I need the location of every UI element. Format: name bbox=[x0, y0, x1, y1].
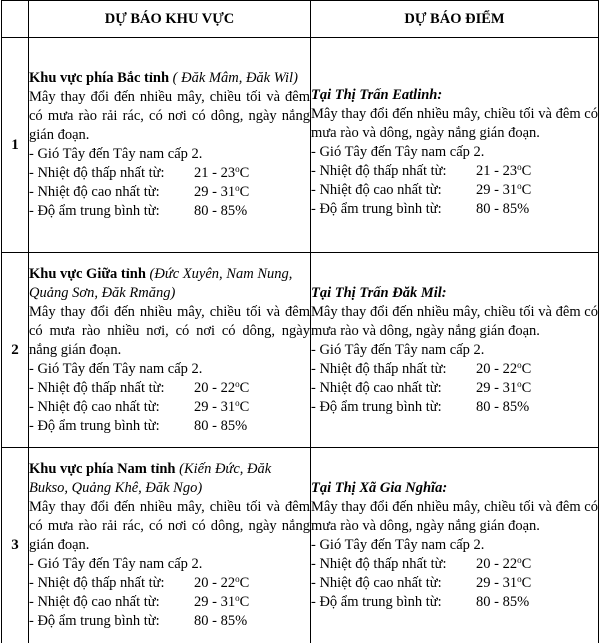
temp-min-label: - Nhiệt độ thấp nhất từ: bbox=[311, 360, 447, 377]
temp-min-value: 20 - 22$^o$C bbox=[194, 573, 250, 591]
humidity-line bbox=[29, 612, 310, 631]
humidity-value: 80 - 85% bbox=[194, 612, 248, 629]
humidity-value: 80 - 85% bbox=[476, 398, 530, 415]
temp-max-value: 29 - 31$^o$C bbox=[476, 378, 532, 396]
temp-max-label: - Nhiệt độ cao nhất từ: bbox=[29, 398, 160, 415]
temp-max-line bbox=[29, 183, 310, 202]
temp-min-label: - Nhiệt độ thấp nhất từ: bbox=[29, 165, 165, 181]
region-forecast-cell bbox=[29, 38, 311, 253]
temp-min-value: 20 - 22$^o$C bbox=[476, 554, 532, 572]
point-description: Mây thay đổi đến nhiều mây, chiều tối và đêm có mưa rào và dông, ngày nắng gián đoạn. bbox=[311, 105, 598, 141]
region-areas: (Kiến Đức, Đăk Bukso, Quảng Khê, Đăk Ngo) bbox=[29, 460, 272, 496]
temp-min-line bbox=[29, 379, 310, 398]
temp-max-line bbox=[311, 181, 598, 200]
forecast-table bbox=[1, 0, 599, 643]
temp-min-label: - Nhiệt độ thấp nhất từ: bbox=[29, 379, 165, 396]
temp-min-label: - Nhiệt độ thấp nhất từ: bbox=[311, 555, 447, 572]
wind-line: - Gió Tây đến Tây nam cấp 2. bbox=[29, 555, 203, 572]
temp-min-line bbox=[311, 162, 598, 181]
temp-min-line bbox=[311, 360, 598, 379]
temp-min-value: 21 - 23$^o$C bbox=[194, 164, 250, 181]
region-name: Khu vực Giữa tỉnh bbox=[29, 265, 146, 282]
temp-max-value: 29 - 31$^o$C bbox=[194, 397, 250, 415]
humidity-line bbox=[311, 593, 598, 612]
region-name: Khu vực phía Bắc tỉnh bbox=[29, 70, 170, 86]
wind-line: - Gió Tây đến Tây nam cấp 2. bbox=[29, 146, 203, 162]
region-description: Mây thay đổi đến nhiều mây, chiều tối và đêm có mưa rào rải rác, có nơi có dông, ngày nắng gián đoạn. bbox=[29, 498, 310, 553]
humidity-value: 80 - 85% bbox=[194, 203, 248, 219]
row-index: 3 bbox=[2, 448, 29, 643]
point-description: Mây thay đổi đến nhiều mây, chiều tối và đêm có mưa rào và dông, ngày nắng gián đoạn. bbox=[311, 498, 598, 534]
wind-line: - Gió Tây đến Tây nam cấp 2. bbox=[311, 341, 485, 358]
forecast-row bbox=[2, 38, 599, 253]
region-title bbox=[29, 460, 310, 498]
humidity-line bbox=[29, 417, 310, 436]
humidity-label: - Độ ẩm trung bình từ: bbox=[29, 612, 160, 629]
humidity-line bbox=[311, 200, 598, 219]
point-name: Tại Thị Xã Gia Nghĩa: bbox=[311, 479, 448, 496]
region-description: Mây thay đổi đến nhiều mây, chiều tối và đêm có mưa rào nhiều nơi, có nơi có dông, ngày nắng gián đoạn. bbox=[29, 303, 310, 358]
region-title bbox=[29, 265, 310, 303]
point-description: Mây thay đổi đến nhiều mây, chiều tối và đêm có mưa rào và dông, ngày nắng gián đoạn. bbox=[311, 303, 598, 339]
temp-max-line bbox=[29, 398, 310, 417]
region-description: Mây thay đổi đến nhiều mây, chiều tối và đêm có mưa rào rải rác, có nơi có dông, ngày nắng gián đoạn. bbox=[29, 89, 310, 143]
temp-max-value: 29 - 31$^o$C bbox=[476, 180, 532, 198]
temp-max-label: - Nhiệt độ cao nhất từ: bbox=[311, 574, 442, 591]
temp-min-label: - Nhiệt độ thấp nhất từ: bbox=[311, 162, 447, 179]
region-name: Khu vực phía Nam tỉnh bbox=[29, 460, 176, 477]
point-name: Tại Thị Trấn Eatlinh: bbox=[311, 86, 443, 103]
region-title bbox=[29, 69, 310, 88]
row-index: 1 bbox=[2, 38, 29, 253]
temp-max-value: 29 - 31$^o$C bbox=[476, 573, 532, 591]
humidity-line bbox=[311, 398, 598, 417]
humidity-line bbox=[29, 202, 310, 221]
temp-min-line bbox=[29, 164, 310, 183]
region-forecast-cell bbox=[29, 253, 311, 448]
temp-min-value: 20 - 22$^o$C bbox=[194, 378, 250, 396]
humidity-value: 80 - 85% bbox=[476, 593, 530, 610]
point-forecast-cell bbox=[311, 253, 599, 448]
temp-max-label: - Nhiệt độ cao nhất từ: bbox=[311, 379, 442, 396]
humidity-label: - Độ ẩm trung bình từ: bbox=[29, 203, 160, 219]
temp-max-line bbox=[311, 379, 598, 398]
region-areas: ( Đăk Mâm, Đăk Wil) bbox=[169, 70, 298, 86]
wind-line: - Gió Tây đến Tây nam cấp 2. bbox=[311, 536, 485, 553]
region-areas: (Đức Xuyên, Nam Nung, Quảng Sơn, Đăk Rmăng) bbox=[29, 265, 293, 301]
temp-max-value: 29 - 31$^o$C bbox=[194, 183, 250, 200]
index-header bbox=[2, 1, 29, 38]
temp-max-line bbox=[311, 574, 598, 593]
temp-min-label: - Nhiệt độ thấp nhất từ: bbox=[29, 574, 165, 591]
point-forecast-cell bbox=[311, 448, 599, 643]
region-forecast-cell bbox=[29, 448, 311, 643]
wind-line: - Gió Tây đến Tây nam cấp 2. bbox=[29, 360, 203, 377]
humidity-label: - Độ ẩm trung bình từ: bbox=[311, 593, 442, 610]
row-index: 2 bbox=[2, 253, 29, 448]
header-row bbox=[2, 1, 599, 38]
temp-max-label: - Nhiệt độ cao nhất từ: bbox=[311, 181, 442, 198]
temp-max-value: 29 - 31$^o$C bbox=[194, 592, 250, 610]
humidity-label: - Độ ẩm trung bình từ: bbox=[311, 200, 442, 217]
temp-min-value: 21 - 23$^o$C bbox=[476, 161, 532, 179]
humidity-value: 80 - 85% bbox=[194, 417, 248, 434]
temp-max-label: - Nhiệt độ cao nhất từ: bbox=[29, 593, 160, 610]
forecast-row bbox=[2, 253, 599, 448]
humidity-value: 80 - 85% bbox=[476, 200, 530, 217]
region-forecast-header: DỰ BÁO KHU VỰC bbox=[29, 1, 311, 38]
humidity-label: - Độ ẩm trung bình từ: bbox=[29, 417, 160, 434]
wind-line: - Gió Tây đến Tây nam cấp 2. bbox=[311, 143, 485, 160]
temp-min-line bbox=[311, 555, 598, 574]
forecast-row bbox=[2, 448, 599, 643]
point-forecast-header: DỰ BÁO ĐIỂM bbox=[311, 1, 599, 38]
point-name: Tại Thị Trấn Đăk Mil: bbox=[311, 284, 447, 301]
temp-max-line bbox=[29, 593, 310, 612]
temp-max-label: - Nhiệt độ cao nhất từ: bbox=[29, 184, 160, 200]
humidity-label: - Độ ẩm trung bình từ: bbox=[311, 398, 442, 415]
temp-min-line bbox=[29, 574, 310, 593]
temp-min-value: 20 - 22$^o$C bbox=[476, 359, 532, 377]
point-forecast-cell bbox=[311, 38, 599, 253]
